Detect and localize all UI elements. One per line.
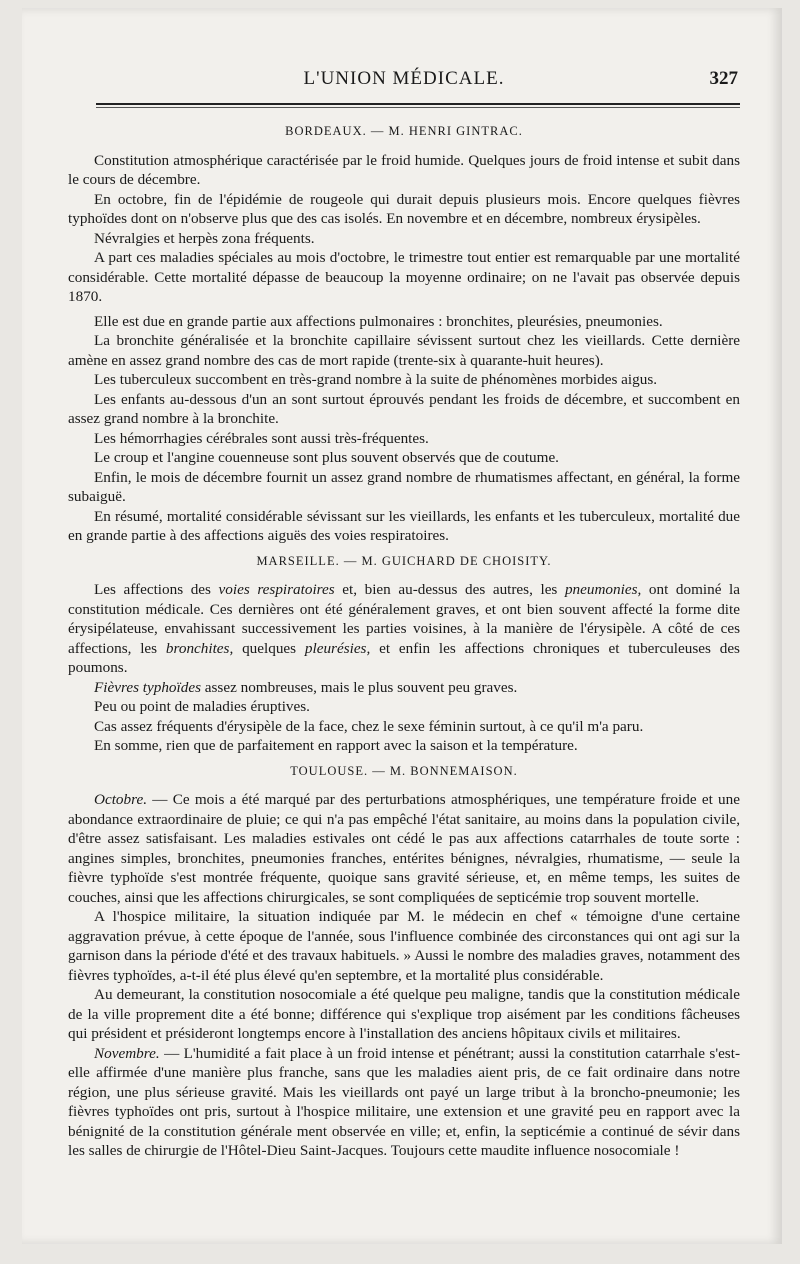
paragraph: A l'hospice militaire, la situation indiquée par M. le médecin en chef « témoigne d'une certaine aggravation prévue, à cette époque de l'année, sous l'influence combinée des circonstances qui ont agi sur la garnison dans la période d'été et des travaux habituels. » Aussi le nombre des maladies graves, notamment des fièvres typhoïdes, a-t-il été plus élevé qu'en septembre, et la mortalité plus considérable. (68, 908, 740, 984)
running-title: L'UNION MÉDICALE. (303, 68, 505, 89)
paragraph: Peu ou point de maladies éruptives. (94, 698, 310, 715)
page-number: 327 (709, 68, 738, 89)
paragraph: Fièvres typhoïdes assez nombreuses, mais le plus souvent peu graves. (94, 678, 518, 696)
section-heading-marseille: MARSEILLE. — M. GUICHARD DE CHOISITY. (256, 553, 552, 568)
paragraph: Octobre. — Ce mois a été marqué par des perturbations atmosphériques, une température froide et une abondance extraordinaire de pluie; ce qui n'a pas empêché l'état sanitaire, au moins dans la population civile, d'être assez satisfaisant. Les maladies estivales ont cédé le pas aux affections catarrhales de toute sorte : angines simples, bronchites, pneumonies franches, entérites bénignes, névralgies, rhumatisme, — seule la fièvre typhoïde s'est montrée fréquente, quoique sans gravité sérieuse, et, en même temps, les suites de couches, ainsi que les affections chirurgicales, se sont compliquées de septicémie trop souvent mortelle. (68, 791, 740, 906)
paragraph: En octobre, fin de l'épidémie de rougeole qui durait depuis plusieurs mois. Encore quelques fièvres typhoïdes dont on n'observe plus que des cas isolés. En novembre et en décembre, nombreux érysipèles. (68, 190, 740, 227)
paragraph: Les enfants au-dessous d'un an sont surtout éprouvés pendant les froids de décembre, et succombent en assez grand nombre à la bronchite. (68, 390, 740, 427)
document-page (22, 8, 782, 1244)
running-head (68, 62, 740, 96)
paragraph: En résumé, mortalité considérable sévissant sur les vieillards, les enfants et les tuberculeux, mortalité due en grande partie à des affections aiguës des voies respiratoires. (68, 507, 740, 544)
paragraph: A part ces maladies spéciales au mois d'octobre, le trimestre tout entier est remarquable par une mortalité considérable. Cette mortalité dépasse de beaucoup la moyenne ordinaire; on ne l'avait pas observée depuis 1870. (68, 249, 740, 305)
paragraph: Les affections des voies respiratoires et, bien au-dessus des autres, les pneumonies, ont dominé la constitution médicale. Ces dernières ont été généralement graves, et ont bien souvent affecté la forme dite érysipélateuse, envahissant successivement les parties voisines, à la manière de l'érysipèle. A côté de ces affections, les bronchites, quelques pleurésies, et enfin les affections chroniques et tuberculeuses des poumons. (68, 581, 740, 676)
paragraph: Les tuberculeux succombent en très-grand nombre à la suite de phénomènes morbides aigus. (94, 371, 658, 388)
paragraph: Elle est due en grande partie aux affections pulmonaires : bronchites, pleurésies, pneumonies. (94, 312, 663, 330)
paragraph: Les hémorrhagies cérébrales sont aussi très-fréquentes. (94, 429, 429, 447)
header-rule (96, 103, 740, 108)
article-body (68, 116, 740, 1161)
paragraph: Le croup et l'angine couenneuse sont plus souvent observés que de coutume. (94, 449, 559, 466)
section-heading-toulouse: TOULOUSE. — M. BONNEMAISON. (290, 763, 518, 778)
paragraph: En somme, rien que de parfaitement en rapport avec la saison et la température. (94, 737, 578, 754)
paragraph: Névralgies et herpès zona fréquents. (94, 229, 315, 247)
section-heading-bordeaux: BORDEAUX. — M. HENRI GINTRAC. (285, 124, 523, 138)
paragraph: Cas assez fréquents d'érysipèle de la face, chez le sexe féminin surtout, à ce qu'il m'a paru. (94, 717, 644, 735)
paragraph: Constitution atmosphérique caractérisée par le froid humide. Quelques jours de froid intense et subit dans le cours de décembre. (68, 151, 740, 188)
paragraph: La bronchite généralisée et la bronchite capillaire sévissent surtout chez les vieillards. Cette dernière amène en assez grand nombre des cas de mort rapide (trente-six à quarante-huit heures). (68, 332, 740, 369)
paragraph: Au demeurant, la constitution nosocomiale a été quelque peu maligne, tandis que la constitution médicale de la ville proprement dite a été bonne; différence qui s'explique trop aisément par les conditions fâcheuses qui président et présideront longtemps encore à l'installation des anciens hôpitaux civils et militaires. (68, 986, 740, 1042)
paragraph: Enfin, le mois de décembre fournit un assez grand nombre de rhumatismes affectant, en général, la forme subaiguë. (68, 468, 740, 505)
paragraph: Novembre. — L'humidité a fait place à un froid intense et pénétrant; aussi la constitution catarrhale s'est-elle affirmée d'une manière plus franche, sans que les maladies aient pris, de ce fait ordinaire dans notre région, une plus sérieuse gravité. Mais les vieillards ont payé un large tribut à la broncho-pneumonie; les fièvres typhoïdes ont pris, surtout à l'hospice militaire, une extension et une gravité peu en rapport avec la bénignité de la constitution générale ment observée en ville; et, enfin, la septicémie a continué de sévir dans les salles de chirurgie de l'Hôtel-Dieu Saint-Jacques. Toujours cette maudite influence nosocomiale ! (68, 1044, 740, 1159)
